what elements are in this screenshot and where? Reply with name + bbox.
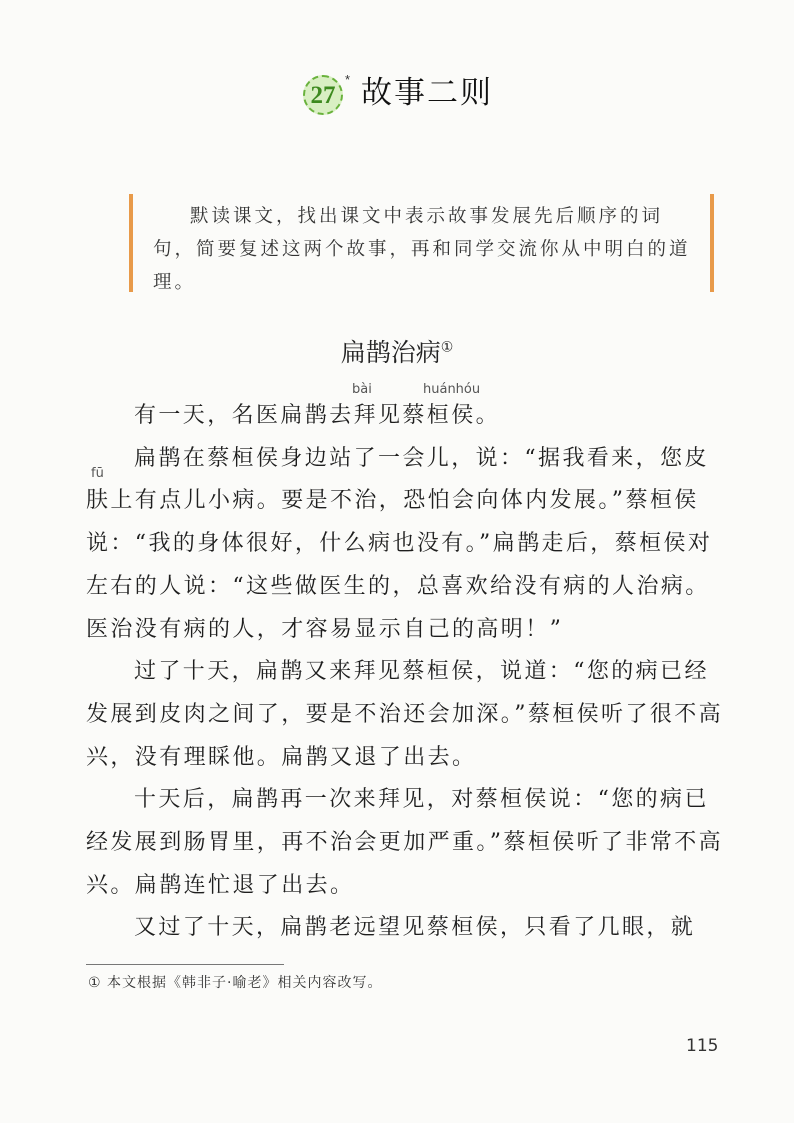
footnote-marker: ①: [440, 339, 454, 356]
page-number: 115: [686, 1036, 719, 1056]
story-paragraph: 十天后，扁鹊再一次来拜见，对蔡桓侯说：“您的病已经发展到肠胃里，再不治会更加严重。”蔡桓侯听了非常不高兴。扁鹊连忙退了出去。: [86, 787, 724, 898]
task-bracket-right: [710, 194, 714, 292]
story-title-text: 扁鹊治病: [340, 338, 441, 367]
story-body: [86, 395, 726, 950]
lesson-optional-mark: *: [345, 72, 351, 87]
pinyin-huanhou: huánhóu: [423, 382, 481, 397]
lesson-title: 故事二则: [361, 75, 493, 111]
reading-task-box: [129, 194, 714, 292]
task-bracket-left: [129, 194, 133, 292]
story-paragraph: 有一天，名医扁鹊去拜见蔡桓侯。: [134, 403, 501, 428]
lesson-number: 27: [310, 81, 336, 109]
lesson-number-badge: [303, 75, 343, 115]
footnote-divider: [86, 964, 284, 965]
story-paragraph: 过了十天，扁鹊又来拜见蔡桓侯，说道：“您的病已经发展到皮肉之间了，要是不治还会加深。”蔡桓侯听了很不高兴，没有理睬他。扁鹊又退了出去。: [86, 659, 724, 770]
pinyin-fu: fū: [91, 466, 104, 481]
story-title: [0, 333, 794, 369]
story-paragraph: 又过了十天，扁鹊老远望见蔡桓侯，只看了几眼，就: [134, 915, 696, 941]
footnote: ① 本文根据《韩非子·喻老》相关内容改写。: [88, 975, 383, 991]
pinyin-bai: bài: [352, 382, 372, 397]
story-paragraph: 扁鹊在蔡桓侯身边站了一会儿，说：“据我看来，您皮肤上有点儿小病。要是不治，恐怕会向体内发展。”蔡桓侯说：“我的身体很好，什么病也没有。”扁鹊走后，蔡桓侯对左右的人说：“这些做医生的，总喜欢给没有病的人治病。医治没有病的人，才容易显示自己的高明！”: [86, 445, 713, 642]
reading-task-text: 默读课文，找出课文中表示故事发展先后顺序的词句，简要复述这两个故事，再和同学交流你从中明白的道理。: [153, 206, 691, 293]
